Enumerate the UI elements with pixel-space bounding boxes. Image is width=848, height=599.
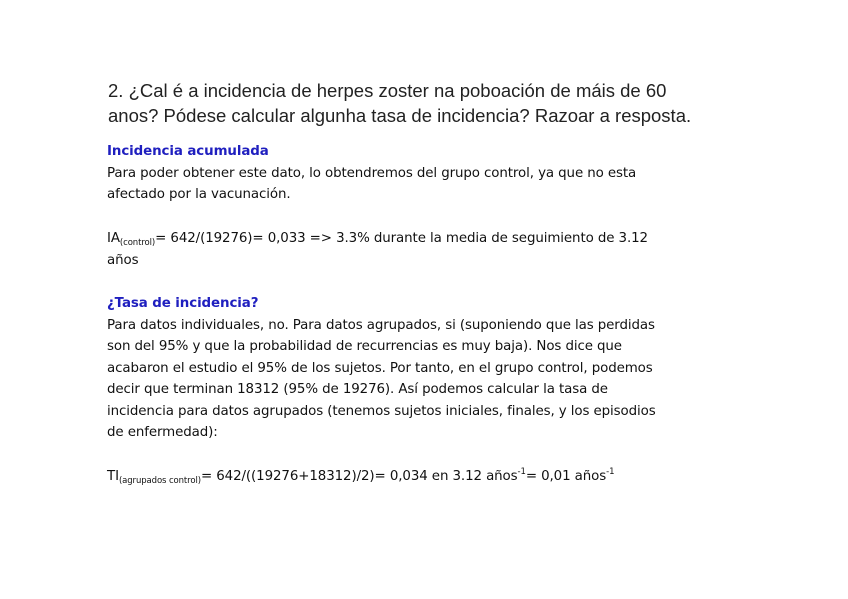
question-title — [108, 78, 808, 128]
paragraph-line: son del 95% y que la probabilidad de recurrencias es muy baja). Nos dice que — [107, 339, 622, 354]
section-heading: Incidencia acumulada — [107, 144, 269, 159]
formula-exponent: -1 — [606, 467, 615, 477]
formula-expression: = 642/(19276)= 0,033 => 3.3% durante la media de seguimiento de 3.12 — [155, 231, 648, 246]
formula-continuation: años — [107, 252, 139, 268]
formula-symbol: TI — [107, 469, 119, 484]
paragraph-line: incidencia para datos agrupados (tenemos sujetos iniciales, finales, y los episodios — [107, 403, 656, 419]
section-heading: ¿Tasa de incidencia? — [107, 296, 259, 311]
formula-expression: = 0,01 años — [525, 469, 607, 484]
paragraph-line: de enfermedad): — [107, 425, 218, 440]
paragraph-line: acabaron el estudio el 95% de los sujetos. Por tanto, en el grupo control, podemos — [107, 360, 653, 376]
formula-line — [107, 466, 747, 488]
formula-subscript: (agrupados control) — [118, 476, 201, 486]
formula-subscript: (control) — [119, 238, 156, 248]
question-line: 2. ¿Cal é a incidencia de herpes zoster na poboación de máis de 60 — [108, 80, 667, 101]
section-cumulative-incidence — [107, 141, 747, 206]
formula-expression: = 642/((19276+18312)/2)= 0,034 en 3.12 años — [200, 469, 518, 484]
paragraph-line: afectado por la vacunación. — [107, 187, 291, 202]
section-incidence-rate — [107, 293, 747, 444]
formula-line — [107, 228, 747, 250]
formula-symbol: IA — [107, 231, 120, 246]
ti-formula — [107, 466, 747, 488]
formula-exponent: -1 — [517, 467, 526, 477]
paragraph-line: Para poder obtener este dato, lo obtendremos del grupo control, ya que no esta — [107, 165, 637, 181]
question-line: anos? Pódese calcular algunha tasa de incidencia? Razoar a resposta. — [108, 105, 692, 126]
ia-formula — [107, 228, 747, 271]
paragraph-line: Para datos individuales, no. Para datos agrupados, si (suponiendo que las perdidas — [107, 317, 655, 333]
paragraph-line: decir que terminan 18312 (95% de 19276). Así podemos calcular la tasa de — [107, 382, 608, 397]
